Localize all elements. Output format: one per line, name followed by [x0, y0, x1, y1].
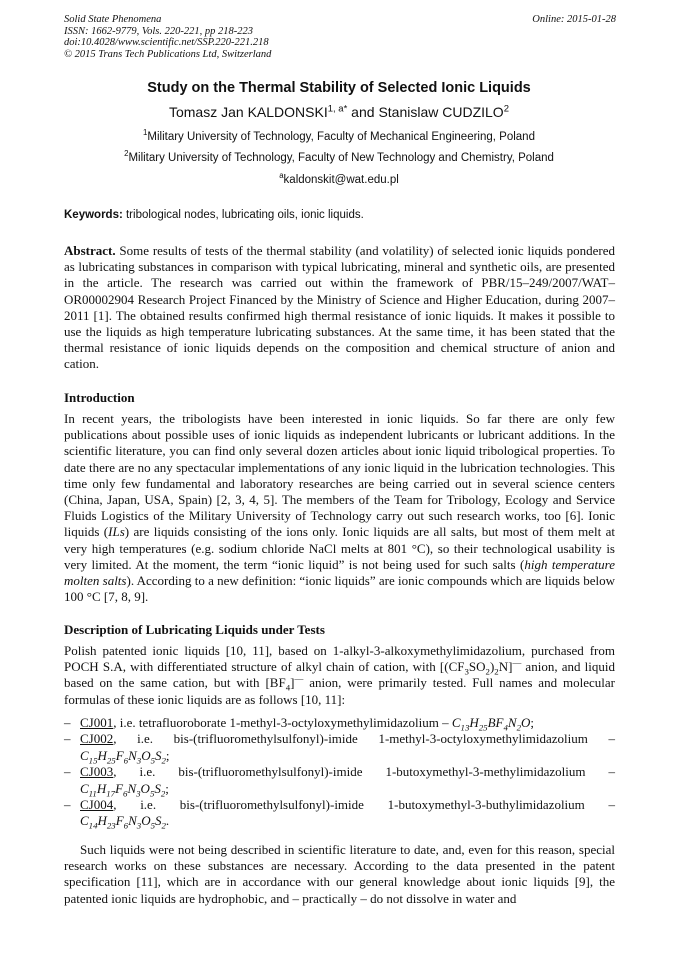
desc-sub-4: 4 [285, 683, 291, 693]
paper-title: Study on the Thermal Stability of Selected Ionic Liquids [147, 80, 531, 96]
list-item [64, 731, 615, 764]
item-code: CJ004 [80, 797, 114, 813]
email-text[interactable]: kaldonskit@wat.edu.pl [283, 174, 399, 186]
affiliation-1-text: Military University of Technology, Faculty of Mechanical Engineering, Poland [147, 131, 535, 143]
author-2: Stanislaw CUDZILO [378, 104, 504, 120]
list-dash: – [64, 764, 71, 780]
item-text: , i.e. bis-(trifluoromethylsulfonyl)-imide 1-butoxymethyl-3-methylimidazolium – [113, 764, 615, 780]
author-1: Tomasz Jan KALDONSKI [168, 104, 328, 120]
author-line [0, 104, 678, 120]
desc-sub-3: 3 [464, 666, 469, 677]
email-sup: a [279, 171, 284, 181]
abstract [64, 243, 615, 373]
desc-sub-2b: 2 [494, 666, 499, 677]
copyright-line: © 2015 Trans Tech Publications Ltd, Switzerland [64, 48, 272, 60]
abstract-text: Some results of tests of the thermal stability (and volatility) of selected ionic liquids pondered as lubricating substances in comparison with typical lubricating, mineral and synthetic oils, are presented in the article. The research was carried out within the framework of PBR/15–249/2007/WAT–OR00002904 Research Project Financed by the Ministry of Science and Higher Education, during 2007–2011 [1]. The obtained results confirmed high thermal resistance of ionic liquids. It makes it possible to use the liquids as high temperature lubricating substances. At the same time, it has been stated that the thermal resistance of ionic liquids depends on the composition and chemical structure of anion and cation. [64, 243, 615, 372]
keywords-text: tribological nodes, lubricating oils, ionic liquids. [122, 209, 364, 221]
intro-ils: ILs [108, 524, 125, 540]
introduction-paragraph [64, 411, 615, 605]
email-line [0, 171, 678, 186]
keywords [64, 209, 615, 221]
online-date: Online: 2015-01-28 [532, 14, 616, 25]
ionic-liquid-list [64, 715, 615, 830]
item-code: CJ003 [80, 764, 114, 780]
intro-molten-salts: high temperature molten salts [64, 556, 615, 589]
list-item [64, 764, 615, 797]
item-formula: $C_{14}H_{23}F_6N_3O_5S_2$ [80, 813, 166, 832]
desc-text-3: anion, were primarily tested. Full names and molecular formulas of these ionic liquids are as follows [10, 11]: [64, 675, 615, 707]
desc-sup-minus-2: — [294, 674, 304, 685]
desc-bracket: ] [290, 675, 295, 691]
description-heading: Description of Lubricating Liquids under Tests [64, 622, 325, 637]
journal-header [64, 14, 271, 60]
affiliation-1-sup: 1 [143, 128, 148, 138]
desc-text-1: Polish patented ionic liquids [10, 11], based on 1-alkyl-3-alkoxymethylimidazolium, purchased from POCH S.A, with differentiated structure of alkyl chain of cation, with [(CF [64, 643, 615, 675]
description-paragraph [64, 643, 615, 708]
item-end: . [165, 813, 170, 829]
item-end: ; [530, 715, 535, 730]
affiliation-2-sup: 2 [124, 149, 129, 159]
list-dash: – [64, 797, 71, 813]
item-formula: $C_{15}H_{25}F_6N_3O_5S_2$ [80, 747, 166, 766]
item-text: , i.e. tetrafluoroborate 1-methyl-3-octyloxymethylimidazolium – [113, 715, 452, 730]
item-end: ; [165, 780, 169, 796]
desc-so: SO [468, 659, 486, 675]
item-text: , i.e. bis-(trifluoromethylsulfonyl)-imide 1-methyl-3-octyloxymethylimidazolium – [113, 731, 615, 747]
desc-n: N] [498, 659, 513, 675]
affiliation-2 [0, 149, 678, 164]
intro-text-3: ). According to a new definition: “ionic liquids” are ionic compounds which are liquids below 100 °C [7, 8, 9]. [64, 573, 615, 605]
issn-line: ISSN: 1662-9779, Vols. 220-221, pp 218-223 [64, 25, 253, 37]
keywords-label: Keywords: [64, 209, 123, 221]
list-dash: – [64, 715, 71, 730]
item-end: ; [165, 747, 170, 763]
item-formula: $C_{11}H_{17}F_6N_3O_5S_2$ [80, 780, 166, 799]
affiliation-2-text: Military University of Technology, Faculty of New Technology and Chemistry, Poland [128, 152, 554, 164]
introduction-heading: Introduction [64, 390, 135, 405]
list-dash: – [64, 731, 71, 747]
desc-sup-minus-1: — [512, 657, 522, 668]
desc-sub-2a: 2 [485, 666, 490, 677]
affiliation-1 [0, 128, 678, 143]
desc-paren: ) [489, 659, 495, 675]
item-code: CJ002 [80, 731, 114, 747]
item-code: CJ001 [80, 715, 114, 730]
author-1-sup: 1, a* [327, 103, 348, 115]
author-and: and [347, 104, 379, 120]
doi-line: doi:10.4028/www.scientific.net/SSP.220-221.218 [64, 37, 269, 48]
item-formula: $C_{13}H_{25}BF_4N_2O$ [451, 715, 531, 733]
list-item [64, 715, 615, 731]
author-2-sup: 2 [503, 103, 509, 115]
list-item [64, 797, 615, 830]
item-text: , i.e. bis-(trifluoromethylsulfonyl)-imide 1-butoxymethyl-3-buthylimidazolium – [113, 797, 615, 813]
abstract-label: Abstract. [64, 243, 116, 258]
intro-text-1: In recent years, the tribologists have been interested in ionic liquids. So far there are only few publications about possible uses of ionic liquids as independent lubricants or lubricant additions. In the scientific literature, you can find only several dozen articles about ionic liquid tribological properties. To date there are no any spectacular implementations of any ionic liquid in the lubrication technologies. This time only few fundamental and laboratory researches are being carried out in several science centers (China, Japan, USA, Spain) [2, 3, 4, 5]. The members of the Team for Tribology, Ecology and Service Fluids Logistics of the Military University of Technology carry out such research works, too [6]. Ionic liquids ( [64, 411, 615, 540]
intro-text-2: ) are liquids consisting of the ions only. Ionic liquids are all salts, but most of them melt at very high temperatures (e.g. sodium chloride NaCl melts at 801 °C), so their technological usability is very limited. At the moment, the term “ionic liquid” is not being used for such salts ( [64, 524, 615, 572]
desc-text-2: anion, and liquid based on the same cation, but with [BF [64, 659, 615, 691]
journal-name: Solid State Phenomena [64, 14, 162, 25]
description-paragraph-2: Such liquids were not being described in scientific literature to date, and, even for this reason, special research works on these substances are necessary. According to the data presented in the patent specification [11], which are in accordance with our general knowledge about ionic liquids [9], the patented ionic liquids are hydrophobic, and – practically – do not dissolve in water and [64, 842, 615, 906]
